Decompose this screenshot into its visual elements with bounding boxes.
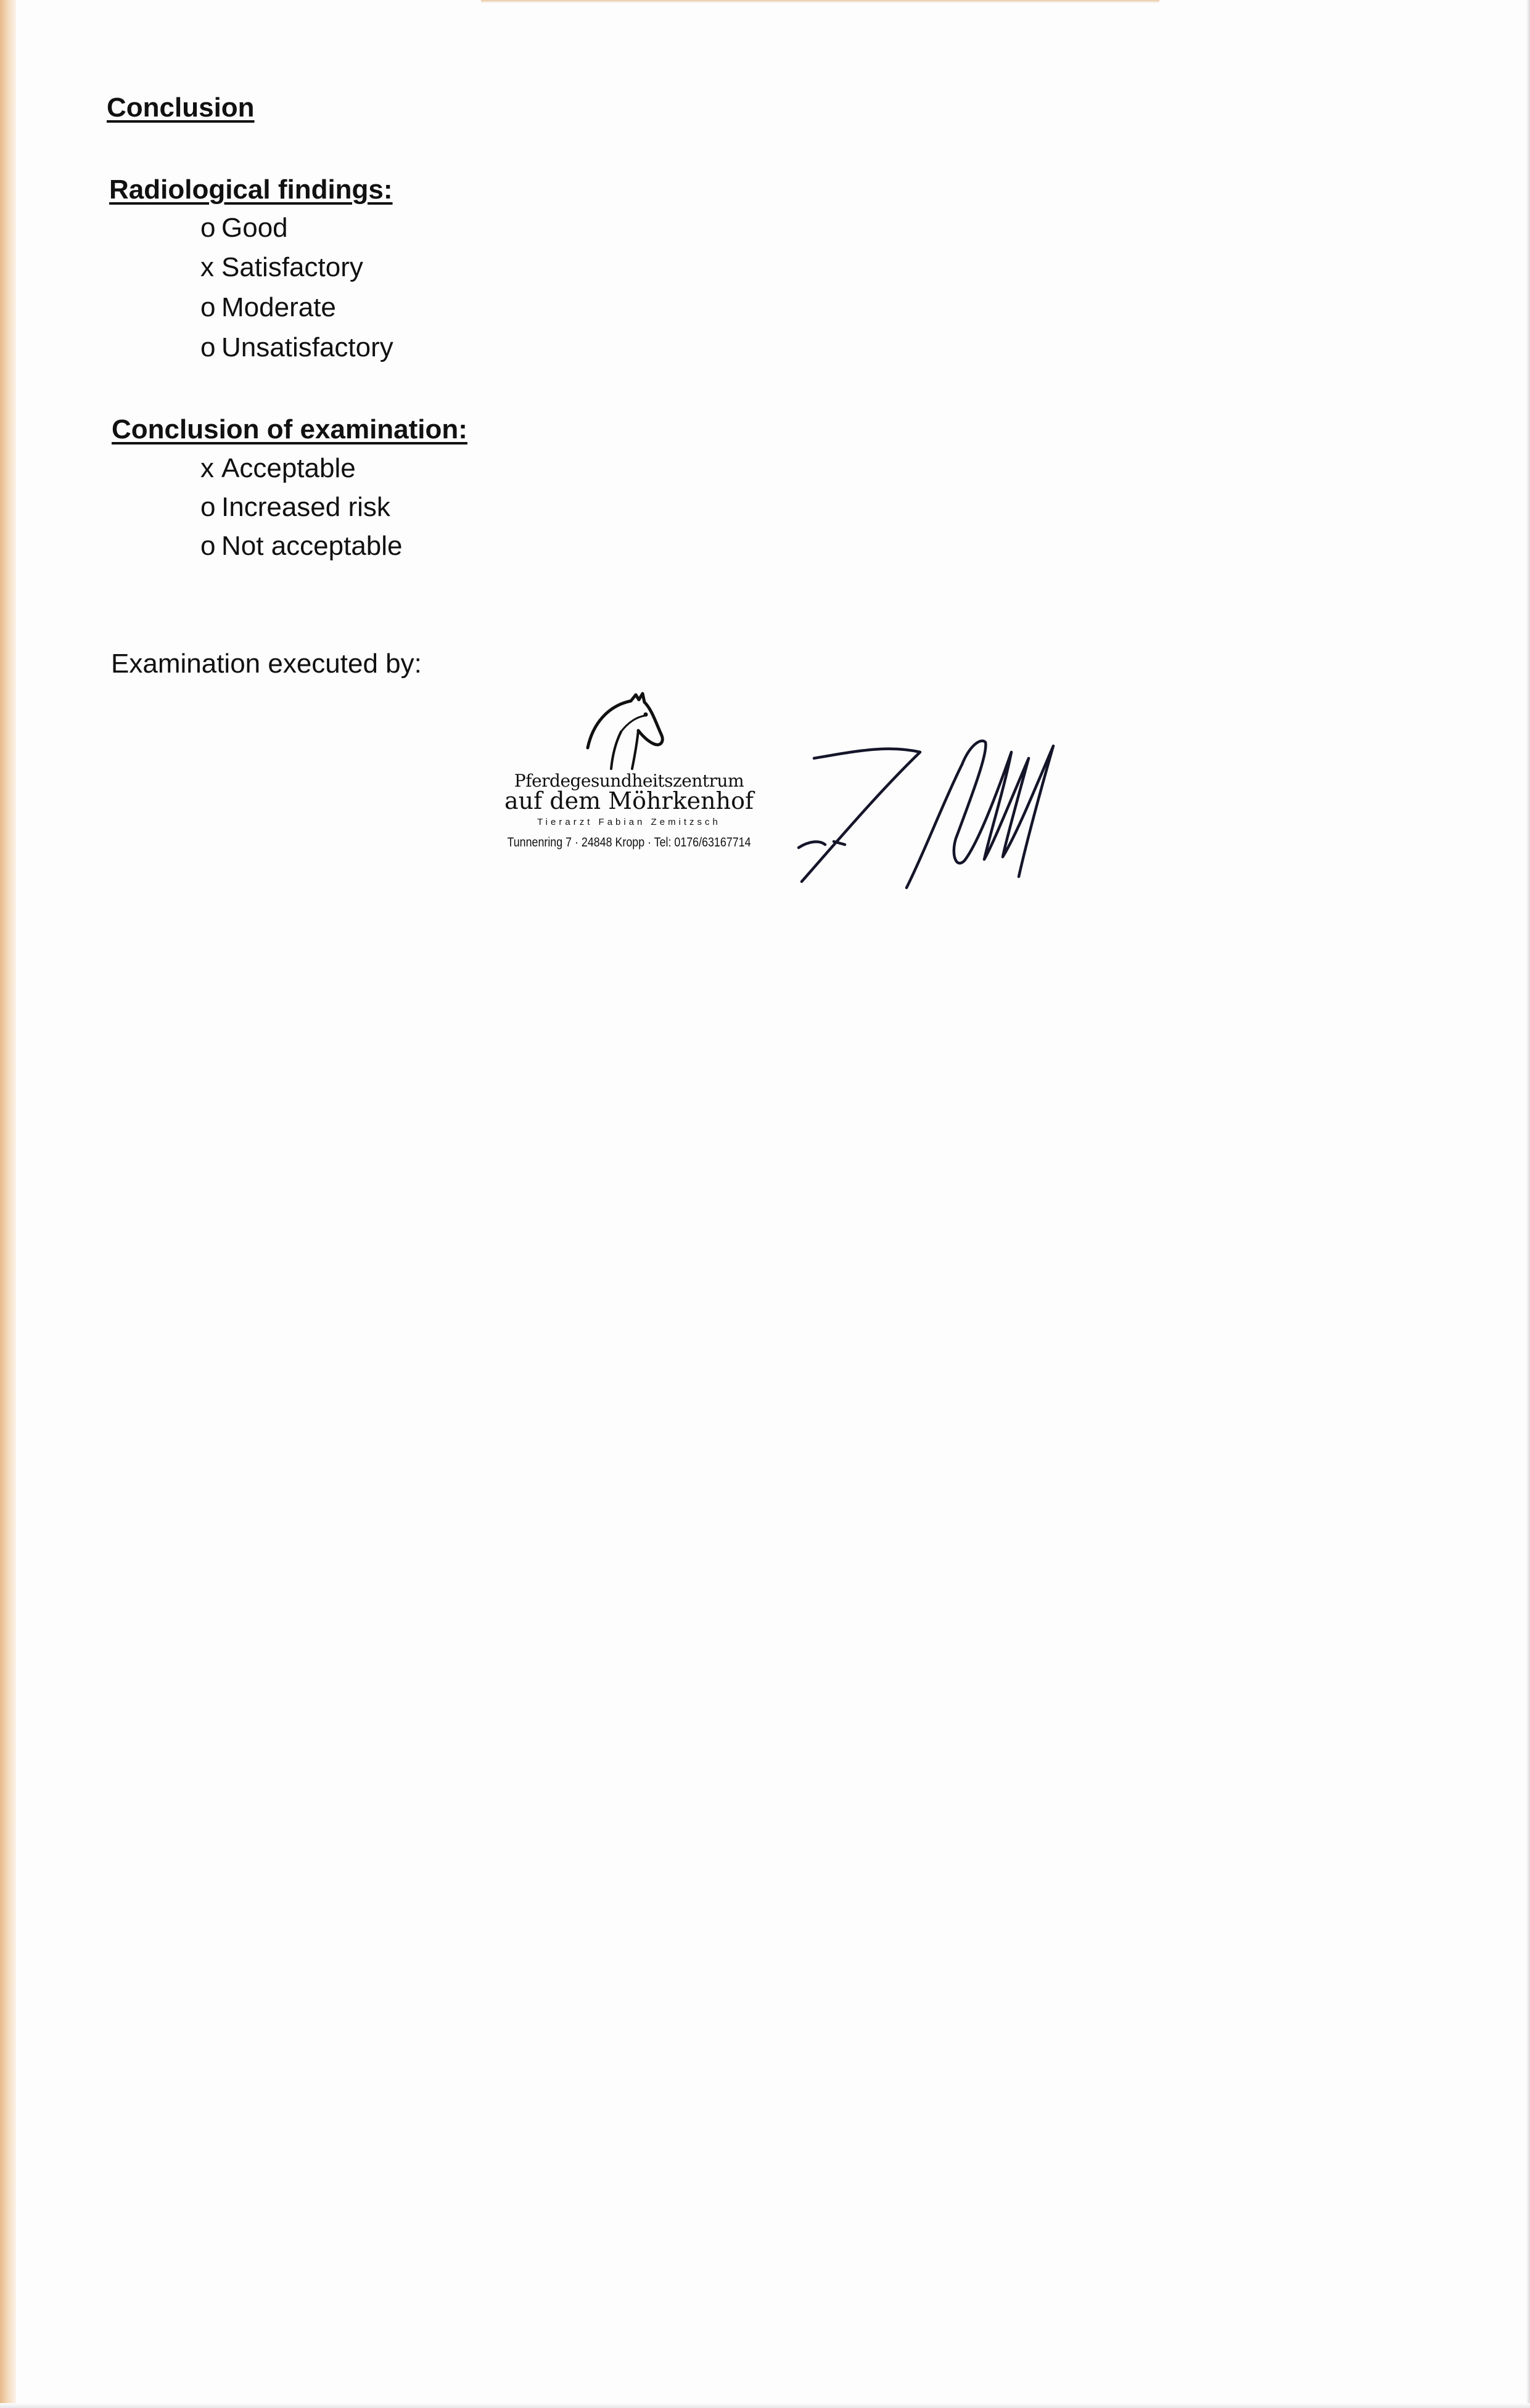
stamp-clinic-name: Pferdegesundheitszentrum [514,771,744,791]
option-not-acceptable [200,531,403,570]
page-title: Conclusion [107,92,255,123]
option-mark: o [200,213,216,243]
option-mark: o [200,531,216,561]
stamp-veterinarian: Tierarzt Fabian Zemitzsch [537,817,721,827]
option-satisfactory [200,252,393,292]
option-good [200,213,393,252]
option-mark: x [200,453,214,483]
radiological-findings-heading: Radiological findings: [109,174,393,205]
paper-edge-left [0,0,16,2408]
option-label: Increased risk [221,492,390,522]
conclusion-of-examination-options [200,453,403,570]
stamp-address: Tunnenring 7 · 24848 Kropp · Tel: 0176/63167714 [507,835,751,850]
option-acceptable [200,453,403,492]
option-mark: o [200,332,216,362]
option-label: Unsatisfactory [221,332,393,362]
option-label: Good [221,213,288,243]
paper-edge-right [1526,0,1530,2408]
option-mark: x [200,252,214,282]
examination-executed-by-label: Examination executed by: [111,649,422,679]
paper-edge-bottom [0,2403,1530,2408]
option-label: Moderate [221,292,336,322]
option-label: Acceptable [221,453,356,483]
paper-edge-top [481,0,1159,3]
option-mark: o [200,292,216,322]
signature-image [789,715,1073,894]
option-mark: o [200,492,216,522]
conclusion-of-examination-heading: Conclusion of examination: [112,414,467,444]
option-moderate [200,292,393,332]
clinic-stamp [481,681,777,866]
option-label: Satisfactory [221,252,363,282]
option-unsatisfactory [200,332,393,372]
horse-head-icon [577,687,669,774]
radiological-findings-options [200,213,393,372]
option-increased-risk [200,492,403,531]
option-label: Not acceptable [221,531,403,561]
stamp-clinic-location: auf dem Möhrkenhof [504,787,754,814]
